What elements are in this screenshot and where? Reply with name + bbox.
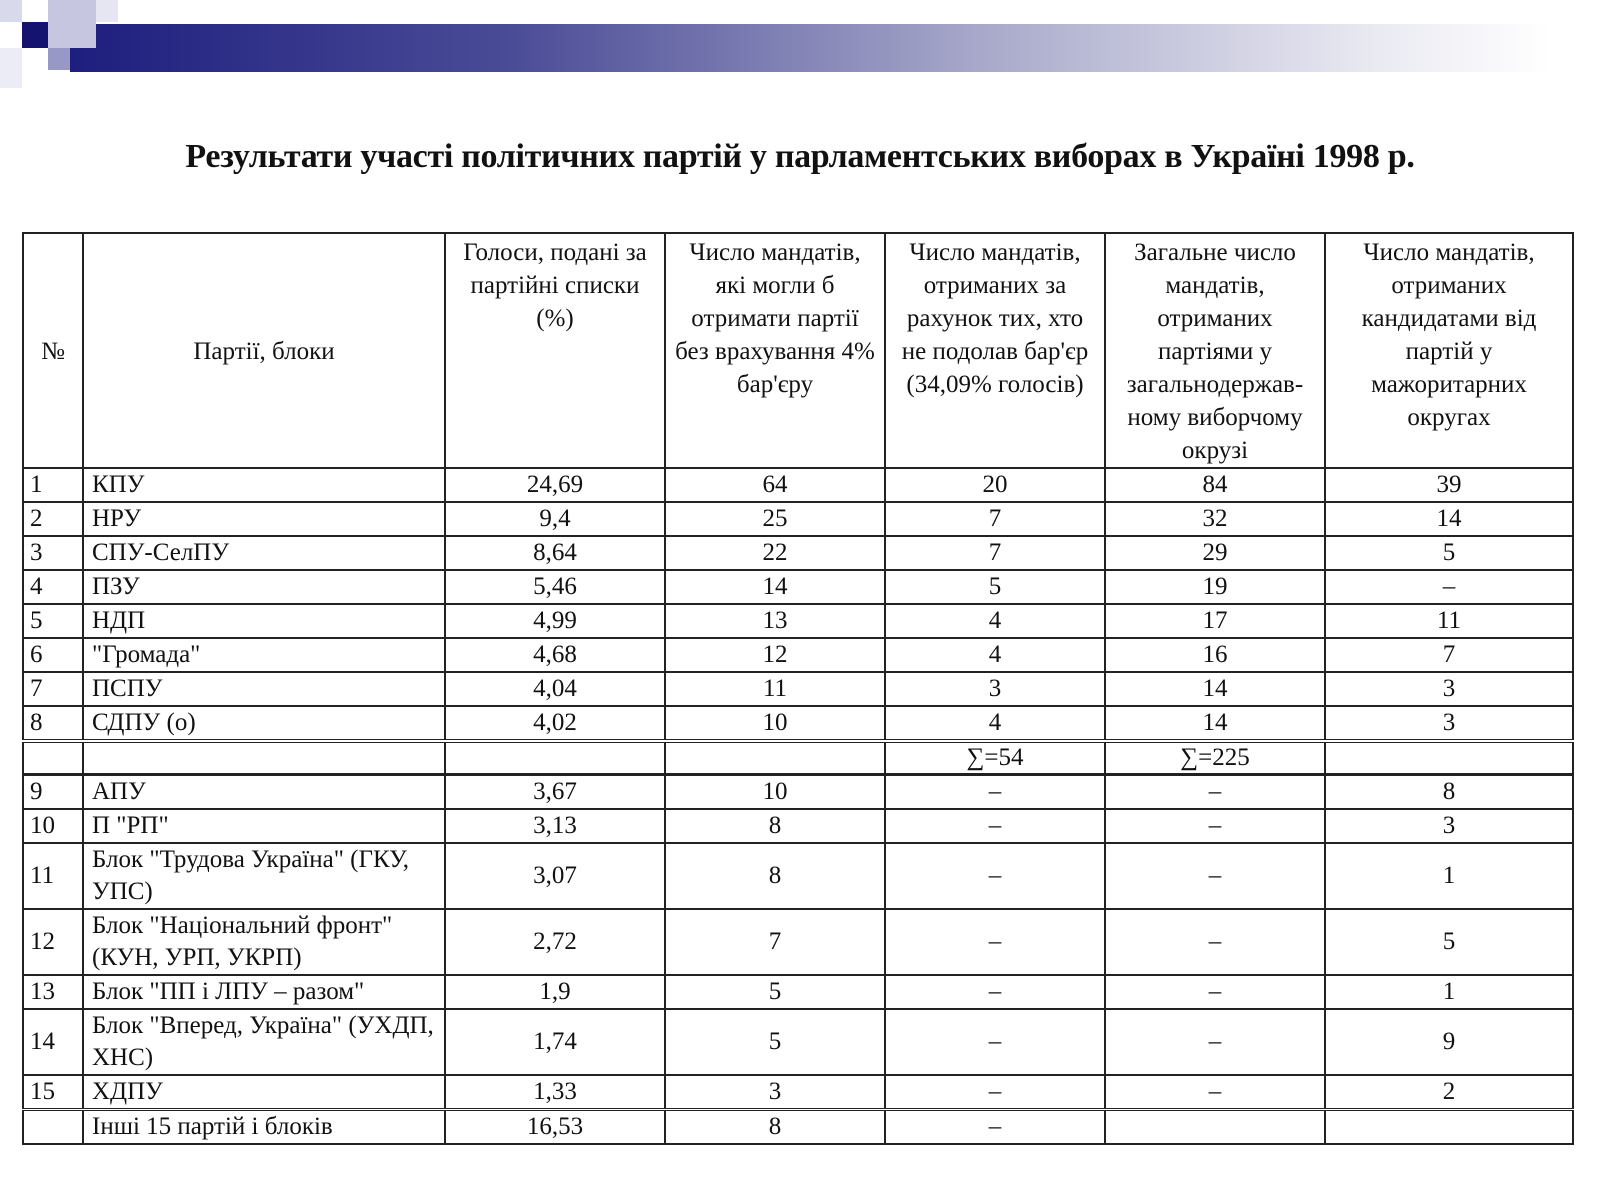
cell-votes: 9,4	[445, 502, 665, 536]
table-row	[23, 604, 1573, 638]
cell-number: 1	[23, 468, 83, 502]
cell-votes: 24,69	[445, 468, 665, 502]
cell-number: 15	[23, 1075, 83, 1110]
cell-extra: –	[885, 1009, 1105, 1075]
cell-majoritarian: 3	[1325, 672, 1573, 706]
cell-majoritarian: 3	[1325, 706, 1573, 741]
header-majoritarian-mandates: Число мандатів, отриманих кандидатами від партій у мажоритарних округах	[1325, 233, 1573, 468]
cell-total: 84	[1105, 468, 1325, 502]
cell-number: 10	[23, 809, 83, 843]
cell-extra: 20	[885, 468, 1105, 502]
cell-majoritarian: 7	[1325, 638, 1573, 672]
cell-majoritarian: 11	[1325, 604, 1573, 638]
cell-votes: 4,02	[445, 706, 665, 741]
cell-extra: 3	[885, 672, 1105, 706]
cell-potential: 3	[665, 1075, 885, 1110]
header-number: №	[23, 233, 83, 468]
table-body-bottom	[23, 775, 1573, 1110]
cell-potential: 8	[665, 1110, 885, 1145]
cell-total: 19	[1105, 570, 1325, 604]
cell-number: 6	[23, 638, 83, 672]
cell-votes: 2,72	[445, 909, 665, 975]
cell-number: 7	[23, 672, 83, 706]
cell-total: 17	[1105, 604, 1325, 638]
sum-total: ∑=225	[1105, 741, 1325, 775]
table-row	[23, 775, 1573, 810]
header-row	[23, 233, 1573, 468]
decor-square	[0, 0, 22, 22]
cell-party: КПУ	[83, 468, 445, 502]
cell-total: 32	[1105, 502, 1325, 536]
table-row	[23, 638, 1573, 672]
cell-extra: 7	[885, 536, 1105, 570]
cell-potential: 8	[665, 809, 885, 843]
header-extra-mandates: Число мандатів, отриманих за рахунок тих, хто не подолав бар'єр (34,09% голосів)	[885, 233, 1105, 468]
header-votes: Голоси, подані за партійні списки (%)	[445, 233, 665, 468]
table-row	[23, 843, 1573, 909]
cell-number: 9	[23, 775, 83, 810]
cell-number: 5	[23, 604, 83, 638]
cell-extra: 4	[885, 706, 1105, 741]
table-row	[23, 1075, 1573, 1110]
cell-number: 4	[23, 570, 83, 604]
cell-votes: 1,33	[445, 1075, 665, 1110]
cell-party: ПЗУ	[83, 570, 445, 604]
cell-potential: 25	[665, 502, 885, 536]
cell-total: 14	[1105, 706, 1325, 741]
cell-extra: –	[885, 975, 1105, 1009]
cell-potential: 13	[665, 604, 885, 638]
cell-majoritarian: –	[1325, 570, 1573, 604]
cell-total: –	[1105, 1009, 1325, 1075]
cell-potential: 10	[665, 775, 885, 810]
cell-party: АПУ	[83, 775, 445, 810]
decor-square	[96, 0, 118, 22]
cell-votes: 4,68	[445, 638, 665, 672]
results-table	[22, 232, 1574, 1145]
table-row	[23, 536, 1573, 570]
decor-square	[48, 48, 70, 70]
cell-votes: 3,07	[445, 843, 665, 909]
cell-votes: 8,64	[445, 536, 665, 570]
cell-total: 29	[1105, 536, 1325, 570]
cell-party: "Громада"	[83, 638, 445, 672]
cell-potential: 12	[665, 638, 885, 672]
cell-potential: 8	[665, 843, 885, 909]
header-potential-mandates: Число мандатів, які могли б отримати партії без врахування 4% бар'єру	[665, 233, 885, 468]
cell-potential: 10	[665, 706, 885, 741]
cell-extra: –	[885, 1110, 1105, 1145]
cell-party: Блок "ПП і ЛПУ – разом"	[83, 975, 445, 1009]
cell-number: 11	[23, 843, 83, 909]
cell-number: 13	[23, 975, 83, 1009]
cell-number: 14	[23, 1009, 83, 1075]
decor-square	[22, 22, 48, 48]
cell-party: Блок "Трудова Україна" (ГКУ, УПС)	[83, 843, 445, 909]
cell-party: НРУ	[83, 502, 445, 536]
cell-number: 2	[23, 502, 83, 536]
table-row	[23, 1009, 1573, 1075]
cell-votes: 1,74	[445, 1009, 665, 1075]
table-body-other	[23, 1110, 1573, 1145]
cell-votes: 16,53	[445, 1110, 665, 1145]
cell-number: 8	[23, 706, 83, 741]
cell-total: –	[1105, 1075, 1325, 1110]
cell-party: Блок "Національний фронт" (КУН, УРП, УКРП)	[83, 909, 445, 975]
sum-row	[23, 741, 1573, 775]
cell-extra: 4	[885, 604, 1105, 638]
sum-extra: ∑=54	[885, 741, 1105, 775]
decor-square	[48, 0, 96, 48]
cell-majoritarian: 1	[1325, 843, 1573, 909]
cell-extra: –	[885, 909, 1105, 975]
page-title: Результати участі політичних партій у парламентських виборах в Україні 1998 р.	[185, 138, 1415, 175]
title-banner	[70, 24, 1550, 72]
table-row	[23, 975, 1573, 1009]
cell-extra: 5	[885, 570, 1105, 604]
cell-extra: –	[885, 775, 1105, 810]
cell-total: –	[1105, 975, 1325, 1009]
cell-party: СПУ-СелПУ	[83, 536, 445, 570]
cell-votes: 4,99	[445, 604, 665, 638]
cell-extra: –	[885, 843, 1105, 909]
table-row-other	[23, 1110, 1573, 1145]
table-body-sum	[23, 741, 1573, 775]
table-row	[23, 570, 1573, 604]
table-row	[23, 502, 1573, 536]
cell-potential: 5	[665, 1009, 885, 1075]
cell-majoritarian: 39	[1325, 468, 1573, 502]
cell-majoritarian: 1	[1325, 975, 1573, 1009]
table-body-top	[23, 468, 1573, 741]
cell-majoritarian	[1325, 1110, 1573, 1145]
cell-votes: 4,04	[445, 672, 665, 706]
cell-extra: –	[885, 809, 1105, 843]
table-row	[23, 809, 1573, 843]
cell-extra: 4	[885, 638, 1105, 672]
table-row	[23, 672, 1573, 706]
header-total-mandates: Загальне число мандатів, отриманих партіями у загальнодержав-ному виборчому окрузі	[1105, 233, 1325, 468]
cell-majoritarian: 3	[1325, 809, 1573, 843]
table-row	[23, 706, 1573, 741]
cell-majoritarian: 5	[1325, 909, 1573, 975]
cell-party: НДП	[83, 604, 445, 638]
cell-potential: 11	[665, 672, 885, 706]
cell-votes: 5,46	[445, 570, 665, 604]
cell-party: СДПУ (о)	[83, 706, 445, 741]
table-row	[23, 909, 1573, 975]
table-row	[23, 468, 1573, 502]
cell-majoritarian: 9	[1325, 1009, 1573, 1075]
cell-extra: –	[885, 1075, 1105, 1110]
cell-votes: 1,9	[445, 975, 665, 1009]
cell-potential: 22	[665, 536, 885, 570]
cell-party: Блок "Вперед, Україна" (УХДП, ХНС)	[83, 1009, 445, 1075]
cell-number: 12	[23, 909, 83, 975]
cell-party: ПСПУ	[83, 672, 445, 706]
cell-total: –	[1105, 809, 1325, 843]
header-party: Партії, блоки	[83, 233, 445, 468]
cell-majoritarian: 2	[1325, 1075, 1573, 1110]
cell-party: Інші 15 партій і блоків	[83, 1110, 445, 1145]
cell-total: –	[1105, 843, 1325, 909]
cell-votes: 3,13	[445, 809, 665, 843]
cell-party: ХДПУ	[83, 1075, 445, 1110]
cell-potential: 64	[665, 468, 885, 502]
cell-total: –	[1105, 909, 1325, 975]
cell-number	[23, 1110, 83, 1145]
cell-party: П "РП"	[83, 809, 445, 843]
cell-majoritarian: 14	[1325, 502, 1573, 536]
cell-majoritarian: 8	[1325, 775, 1573, 810]
cell-total: 16	[1105, 638, 1325, 672]
cell-total: –	[1105, 775, 1325, 810]
cell-potential: 7	[665, 909, 885, 975]
cell-majoritarian: 5	[1325, 536, 1573, 570]
cell-total: 14	[1105, 672, 1325, 706]
cell-total	[1105, 1110, 1325, 1145]
cell-potential: 5	[665, 975, 885, 1009]
cell-extra: 7	[885, 502, 1105, 536]
cell-number: 3	[23, 536, 83, 570]
decor-square	[0, 48, 22, 88]
cell-votes: 3,67	[445, 775, 665, 810]
cell-potential: 14	[665, 570, 885, 604]
